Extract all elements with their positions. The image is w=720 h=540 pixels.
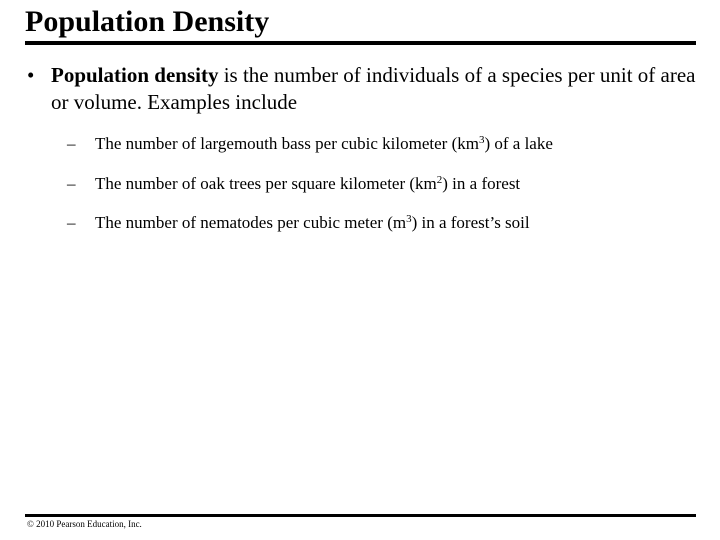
sub-item-text (95, 173, 520, 195)
sub-item-text-start: The number of largemouth bass per cubic kilometer (km (95, 134, 479, 153)
copyright-footer: © 2010 Pearson Education, Inc. (27, 519, 142, 529)
sub-item-dash: – (67, 134, 76, 153)
sub-item-dash: – (67, 174, 76, 193)
bullet-text (51, 62, 701, 116)
sub-item-dash: – (67, 213, 76, 232)
bullet-marker: • (27, 63, 35, 87)
sub-item-text (95, 212, 530, 234)
sub-item-text-start: The number of oak trees per square kilometer (km (95, 174, 437, 193)
title-underline (25, 41, 696, 45)
sub-item-superscript: 3 (478, 134, 485, 146)
sub-item-text-start: The number of nematodes per cubic meter (m (95, 213, 407, 232)
sub-item-superscript: 2 (436, 174, 443, 186)
sub-item-text-end: ) in a forest’s soil (411, 213, 530, 232)
bullet-term: Population density (51, 63, 219, 87)
sub-item-superscript: 3 (406, 213, 412, 225)
sub-item-text-end: ) in a forest (442, 174, 521, 193)
sub-item-text-end: ) of a lake (484, 134, 553, 153)
footer-rule (25, 514, 696, 517)
sub-item-text (95, 133, 553, 155)
slide-title: Population Density (25, 5, 270, 38)
bullet-definition: is the number of individuals of a species per unit of area or volume. Examples include (51, 63, 696, 114)
